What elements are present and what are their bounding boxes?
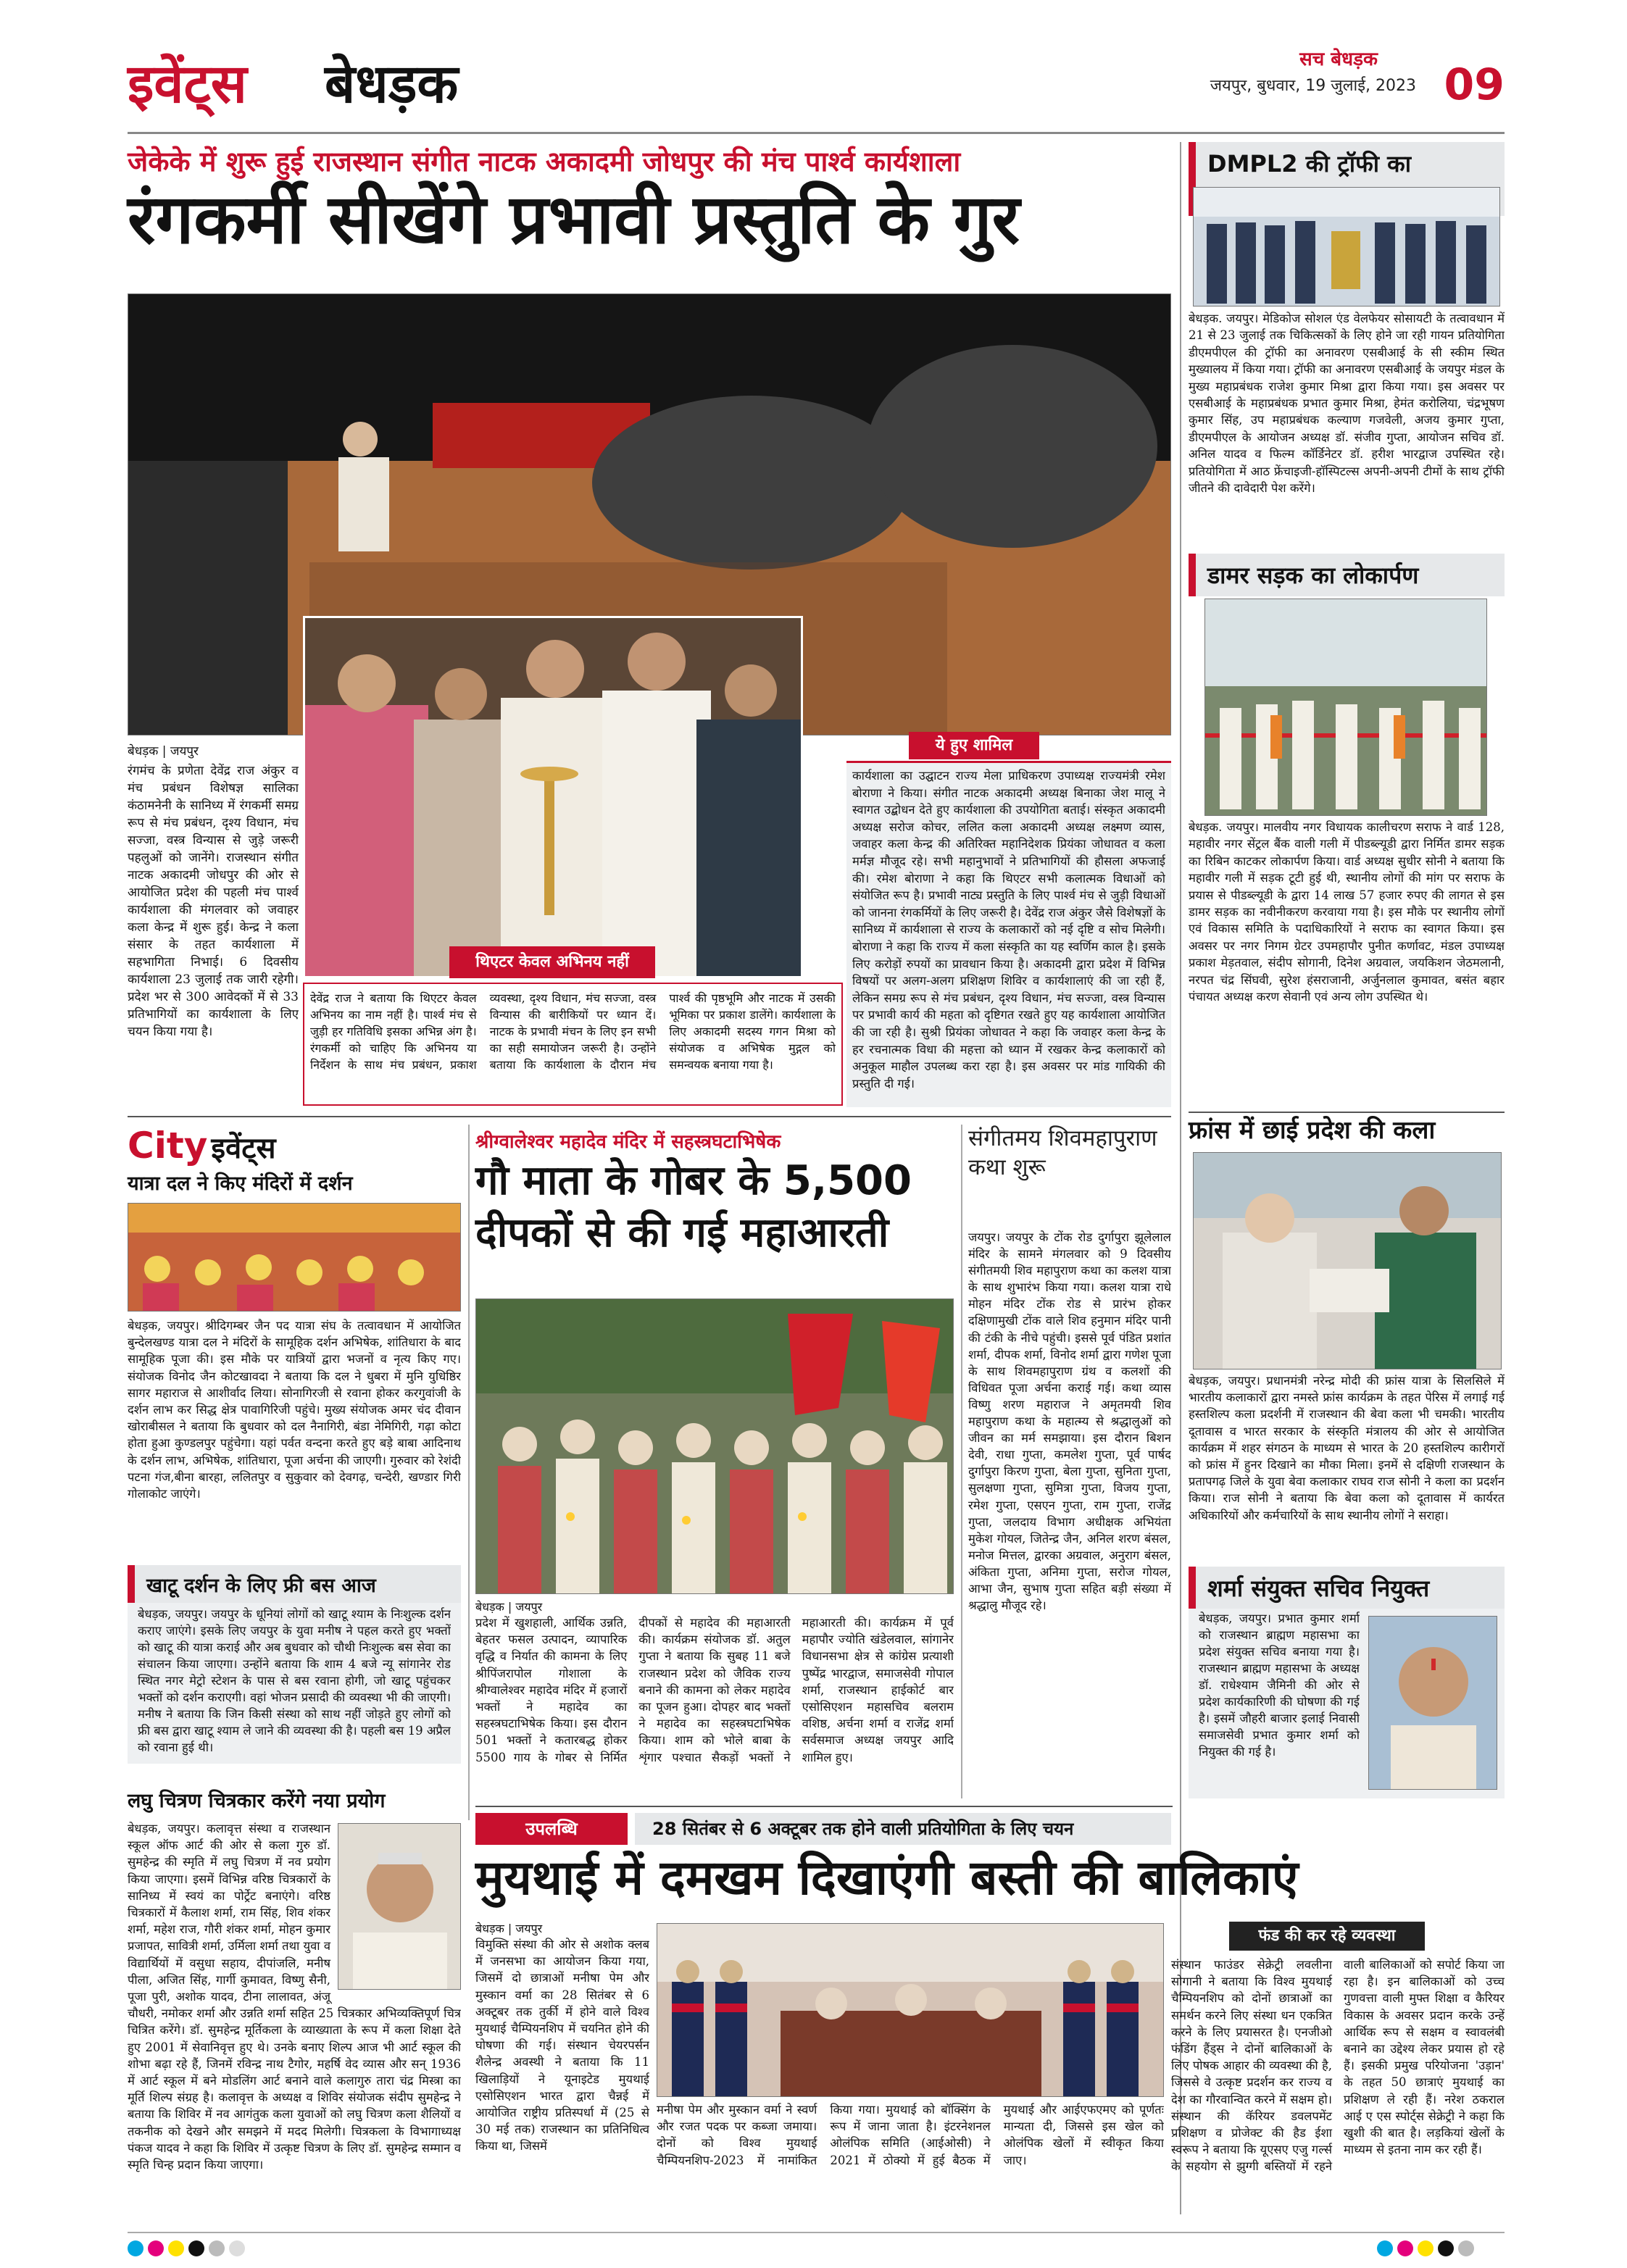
magenta-mark — [148, 2240, 164, 2256]
paper-name: सच बेधड़क — [1299, 49, 1378, 70]
france-head: फ्रांस में छाई प्रदेश की कला — [1189, 1116, 1436, 1145]
footer-rule — [128, 2232, 1505, 2233]
sidebar-box — [846, 761, 1171, 1107]
grey-mark-2 — [229, 2240, 245, 2256]
boxing-photo-art — [657, 1924, 1164, 2097]
cyan-mark — [128, 2240, 143, 2256]
damar-photo-art — [1205, 599, 1487, 816]
katha-body: जयपुर। जयपुर के टोंक रोड दुर्गापुरा झूलेलाल मंदिर के सामने मंगलवार को 9 दिवसीय संगीतमयी शिव महापुराण कथा का कलश यात्रा के साथ शुभारंभ किया गया। कलश यात्रा राधे मोहन मंदिर टोंक रोड से प्रारंभ होकर दक्षिणामुखी टोंक वाले शिव हनुमान मंदिर पानी की टंकी के नीचे पहुंची। इससे पूर्व पंडित प्रशांत शर्मा, दीपक शर्मा, विनोद शर्मा द्वारा गणेश पूजा के साथ शिवमहापुराण ग्रंथ व कलशों की विधिवत पूजा अर्चना कराई गई। कथा व्यास विष्णु शरण महाराज ने अमृतमयी शिव महापुराण कथा के महात्म्य से श्रद्धालुओं को जीवन का मर्म समझाया। इस दौरान बिशन देवी, राधा गुप्ता, कमलेश गुप्ता, पूर्व पार्षद दुर्गापुरा किरण गुप्ता, बेला गुप्ता, सुनिता गुप्ता, सुलक्षणा गुप्ता, सुमित्रा गुप्ता, विजय गुप्ता, रमेश गुप्ता, एसएन गुप्ता, राम गुप्ता, राजेंद्र गुप्ता, जलदाय विभाग अधीक्षक अभियंता मुकेश गोयल, जितेन्द्र जैन, अनिल शरण बंसल, मनोज मित्तल, द्वारका अग्रवाल, अनुराग बंसल, अंकिता गुप्ता, अनिमा गुप्ता, सरोज गोयल, आभा जैन, सुभाष गुप्ता सहित बड़ी संख्या में श्रद्धालु मौजूद रहे। — [968, 1230, 1171, 1613]
yatra-photo-art — [128, 1204, 461, 1312]
dmpl-photo — [1193, 187, 1500, 307]
page-number: 09 — [1444, 59, 1505, 110]
sharma-box — [1189, 1609, 1505, 1798]
grey-mark — [209, 2240, 225, 2256]
boxing-top-rule — [475, 1806, 1173, 1807]
caption-box — [303, 983, 843, 1106]
khatu-body: बेधड़क, जयपुर। जयपुर के धूनियां लोगों को खाटू श्याम के निःशुल्क दर्शन कराए जाएंगे। इसके लिए जयपुर के युवा मनीष ने पहल करते हुए भक्तों को खाटू की यात्रा कराई और अब बुधवार को चौथी निःशुल्क बस सेवा का संचालन किया जाएगा। उन्होंने बताया कि शाम 4 बजे न्यू सांगानेर रोड स्थित नगर मेट्रो स्टेशन के पास से बस रवाना होगी, जो खाटू पहुंचकर भक्तों को दर्शन कराएगी। वहां भोजन प्रसादी की व्यवस्था भी की जाएगी। मनीष ने बताया कि जिन किसी संस्था को साथ नहीं जोड़ते हुए लोगों को फ्री बस द्वारा खाटू श्याम ले जाने की व्यवस्था की है। पहली बस 19 अप्रैल को रवाना हुई थी। — [138, 1607, 451, 1754]
dmpl-photo-art — [1194, 188, 1500, 307]
mahadev-kicker: श्रीग्वालेश्वर महादेव मंदिर में सहस्त्रघटाभिषेक — [475, 1131, 781, 1153]
masthead-title-red: इवेंट्स — [128, 53, 247, 115]
dmpl-body: बेधड़क. जयपुर। मेडिकोज सोशल एंड वेलफेयर सोसायटी के तत्वावधान में 21 से 23 जुलाई तक चिकित्सकों के लिए होने जा रही गायन प्रतियोगिता डीएमपीएल की ट्रॉफी का अनावरण एसबीआई के सी स्कीम स्थित मुख्यालय में किया गया। ट्रॉफी का अनावरण एसबीआई के जयपुर मंडल के मुख्य महाप्रबंधक राजेश कुमार मिश्रा द्वारा किया गया। इस अवसर पर एसबीआई के महाप्रबंधक प्रभात कुमार मिश्रा, हेमंत करोलिया, चंद्रभूषण कुमार सिंह, उप महाप्रबंधक कल्याण गजवेली, अजय कुमार गुप्ता, डीएमपीएल के आयोजन अध्यक्ष डॉ. संजीव गुप्ता, आयोजन सचिव डॉ. अनिल यादव व फिल्म कॉर्डिनेटर डॉ. हरीश भारद्वाज उपस्थित रहे। प्रतियोगिता में आठ फ्रेंचाइजी-हॉस्पिटल्स अपनी-अपनी टीमों के साथ ट्रॉफी जीतने की दावेदारी पेश करेंगे। — [1189, 312, 1505, 496]
black-mark-r — [1438, 2240, 1454, 2256]
city-logo — [128, 1125, 345, 1168]
caption-body: देवेंद्र राज ने बताया कि थिएटर केवल अभिनय का नाम नहीं है। पार्श्व मंच से जुड़ी हर गतिविधि इसका अभिन्न अंग है। रंगकर्मी को चाहिए कि अभिनय या निर्देशन के साथ मंच प्रबंधन, प्रकाश व्यवस्था, दृश्य विधान, मंच सज्जा, वस्त्र विन्यास की बारीकियों पर ध्यान दें। नाटक के प्रभावी मंचन के लिए इन सभी का सही समायोजन जरूरी है। उन्होंने बताया कि कार्यशाला के दौरान मंच पार्श्व की पृष्ठभूमि और नाटक में उसकी भूमिका पर प्रकाश डालेंगे। कार्यशाला के लिए अकादमी सदस्य गगन मिश्रा को संयोजक व अभिषेक मुद्गल को समन्वयक बनाया गया है। — [310, 991, 836, 1072]
dateline: जयपुर, बुधवार, 19 जुलाई, 2023 — [1210, 77, 1416, 95]
yatra-photo — [128, 1203, 461, 1312]
top-headline: रंगकर्मी सीखेंगे प्रभावी प्रस्तुति के गुर — [128, 180, 1020, 259]
cyan-mark-r — [1377, 2240, 1393, 2256]
black-mark — [188, 2240, 204, 2256]
boxing-tag: उपलब्धि — [475, 1813, 628, 1845]
chitran-photo — [338, 1823, 461, 1990]
sidebar-body: कार्यशाला का उद्घाटन राज्य मेला प्राधिकरण उपाध्यक्ष राज्यमंत्री रमेश बोराणा ने किया। संगीत नाटक अकादमी अध्यक्ष बिनाका जेश मालू ने स्वागत उद्बोधन देते हुए कार्यशाला की उपयोगिता बताई। संस्कृत अकादमी अध्यक्ष सरोज कोचर, ललित कला अकादमी अध्यक्ष लक्ष्मण व्यास, जवाहर कला केन्द्र की अतिरिक्त महानिदेशक प्रियंका जोधावत व कला मर्मज्ञ मौजूद रहे। सभी महानुभावों ने प्रतिभागियों की हौसला अफजाई की। रमेश बोराणा ने कहा कि थिएटर सभी कलात्मक विधाओं को संयोजित रूप है। प्रभावी नाट्य प्रस्तुति के लिए पार्श्व मंच से जुड़ी विधाओं को जानना रंगकर्मियों के लिए जरूरी है। देवेंद्र राज अंकुर जैसे विशेषज्ञों के सानिध्य में कार्यशाला से राज्य के कलाकारों को नई दृष्टि व सोच मिलेगी। बोराणा ने कहा कि राज्य में कला संस्कृति का यह स्वर्णिम काल है। इसके लिए करोड़ों रुपयों का प्रावधान किया है। अकादमी द्वारा प्रदेश में विभिन्न विषयों पर अलग-अलग प्रशिक्षण शिविर व कार्यशालाएं की जा रही हैं, लेकिन समग्र रूप से मंच प्रबंधन, दृश्य विधान, मंच सज्जा, वस्त्र विन्यास पर प्रभावी कार्य की महता को दृष्टिगत रखते हुए यह कार्यशाला आयोजित की जा रही है। सुश्री प्रियंका जोधावत ने कहा कि जवाहर कला केन्द्र के हर रचनात्मक विधा की महत्ता को ध्यान में रखकर केन्द्र कलाकारों को अनुकूल माहौल उपलब्ध करा रहा है। इस अवसर पर मांड गायिकी की प्रस्तुति दी गई। — [852, 769, 1165, 1091]
yatra-body: बेधड़क, जयपुर। श्रीदिगम्बर जैन पद यात्रा संघ के तत्वावधान में आयोजित बुन्देलखण्ड यात्रा दल ने मंदिरों के सामूहिक दर्शन अभिषेक, शांतिधारा के बाद सामूहिक पूजा की। इस मौके पर यात्रियों द्वारा भजनों व नृत्य किए गए। संयोजक विनोद जैन कोटखावदा ने बताया कि दल ने धुबरा में मुनि युधिष्ठिर सागर महाराज से आशीर्वाद लिया। सोनागिरजी से रवाना होकर करगुवांजी के दर्शन लाभ कर सिद्ध क्षेत्र पावागिरिजी पहुंचे। मुख्य संयोजक अमर चंद दीवान खोराबीसल ने बताया कि बुधवार को दल नैनागिरी, बंडा नेमिगिरी, गढ़ा कोटा होता हुआ कुण्डलपुर पहुंचेगा। यहां पर्वत वन्दना करते हुए बड़े बाबा आदिनाथ के दर्शन लाभ, अभिषेक, शांतिधारा, पूजा अर्चना की जाएगी। गुरुवार को रेशंदी पटना गंज,बीना बारहा, ललितपुर व सुकुवार को देवगढ़, चन्देरी, खण्डार गिरी गोलाकोट जाएंगे। — [128, 1319, 461, 1501]
yellow-mark-r — [1418, 2240, 1433, 2256]
lamp-lighting-photo — [303, 616, 803, 978]
boxing-photo — [657, 1923, 1164, 2097]
sharma-body: बेधड़क, जयपुर। प्रभात कुमार शर्मा को राजस्थान ब्राह्मण महासभा का प्रदेश संयुक्त सचिव बनाया गया है। राजस्थान ब्राह्मण महासभा के अध्यक्ष डॉ. राधेश्याम जैमिनी की ओर से प्रदेश कार्यकारिणी की घोषणा की गई है। इसमें जौहरी बाजार इलाई निवासी समाजसेवी प्रभात कुमार शर्मा को नियुक्त की गई है। — [1199, 1612, 1360, 1759]
masthead-title-black: बेधड़क — [325, 53, 459, 115]
france-body: बेधड़क, जयपुर। प्रधानमंत्री नरेन्द्र मोदी की फ्रांस यात्रा के सिलसिले में भारतीय कलाकारों द्वारा नमस्ते फ्रांस कार्यक्रम के तहत पेरिस में लगाई गई हस्तशिल्प कला प्रदर्शनी में राजस्थान की बेवा कला भी चमकी। भारतीय दूतावास व भारत सरकार के संस्कृति मंत्रालय की ओर से आयोजित कार्यक्रम में शहर संगठन के माध्यम से भारत के 20 हस्तशिल्प कारीगरों को फ्रांस में हुनर दिखाने का मौका मिला। इनमें से दक्षिणी राजस्थान के प्रतापगढ़ जिले के युवा बेवा कलाकार राघव राज सोनी ने कला का प्रदर्शन किया। राज सोनी ने बताया कि बेवा कला को दूतावास में कार्यरत अधिकारियों और कर्मचारियों के साथ स्थानीय लोगों ने सराहा। — [1189, 1374, 1505, 1522]
masthead — [128, 45, 1505, 117]
top-byline: बेधड़क | जयपुर — [128, 744, 199, 759]
boxing-sub: 28 सितंबर से 6 अक्टूबर तक होने वाली प्रतियोगिता के लिए चयन — [635, 1813, 1171, 1845]
katha-rule — [961, 1125, 962, 1798]
damar-body: बेधड़क. जयपुर। मालवीय नगर विधायक कालीचरण सराफ ने वार्ड 128, महावीर नगर सेंट्रल बैंक वाली गली में पीडब्ल्यूडी द्वारा निर्मित डामर सड़क का रिबिन काटकर लोकार्पण किया। वार्ड अध्यक्ष सुधीर सोनी ने बताया कि महावीर गली में सड़क टूटी हुई थी, स्थानीय लोगों की मांग पर सराफ के प्रयास से पीडब्ल्यूडी के द्वारा 14 लाख 57 हजार रुपए की लागत से इस डामर सड़क का नवीनीकरण करवाया गया है। इस मौके पर स्थानीय लोगों एवं विकास समिति के पदाधिकारियों ने सराफ का स्वागत किया। इस अवसर पर नगर निगम ग्रेटर उपमहापौर पुनीत कर्णावट, मंडल उपाध्यक्ष प्रकाश मेड़तवाल, संदीप सोगानी, दिनेश अग्रवाल, जयकिशन जेठमलानी, नरपत चंद्र सिंघवी, सुरेश हंसराजानी, अर्जुनलाल कुमावत, बसंत बहार पंचायत अध्यक्ष करण सेवानी एवं अन्य लोग उपस्थित थे। — [1189, 820, 1505, 1004]
top-body-left: रंगमंच के प्रणेता देवेंद्र राज अंकुर व मंच प्रबंधन विशेषज्ञ सालिका कंठामनेनी के सानिध्य में रंगकर्मी समग्र रूप से मंच प्रबंधन, दृश्य विधान, मंच सज्जा, वस्त्र विन्यास से जुड़े जरूरी पहलुओं को जानेंगे। राजस्थान संगीत नाटक अकादमी जोधपुर की ओर से आयोजित प्रदेश की पहली मंच पार्श्व कार्यशाला की मंगलवार को जवाहर कला केन्द्र में शुरू हुई। केन्द्र ने कला संसार के तहत कार्यशाला में सहभागिता निभाई। 6 दिवसीय कार्यशाला 23 जुलाई तक जारी रहेगी। प्रदेश भर से 300 आवेदकों में से 33 प्रतिभागियों का कार्यशाला के लिए चयन किया गया है। — [128, 764, 299, 1039]
top-kicker: जेकेके में शुरू हुई राजस्थान संगीत नाटक अकादमी जोधपुर की मंच पार्श्व कार्यशाला — [128, 146, 961, 178]
mahadev-byline: बेधड़क | जयपुर — [475, 1600, 543, 1614]
katha-headline: संगीतमय शिवमहापुराण कथा शुरू — [968, 1125, 1157, 1180]
city-logo-red: City — [128, 1125, 208, 1167]
sharma-head: शर्मा संयुक्त सचिव नियुक्त — [1189, 1567, 1505, 1609]
damar-photo — [1204, 599, 1487, 816]
city-rule — [468, 1125, 470, 1820]
chitran-body-top — [128, 1820, 461, 2214]
mahadev-headline: गौ माता के गोबर के 5,500 दीपकों से की गई महाआरती — [475, 1157, 912, 1256]
yellow-mark — [168, 2240, 184, 2256]
france-photo-art — [1194, 1153, 1502, 1369]
registration-marks-left — [128, 2240, 249, 2259]
lamp-lighting-art — [305, 618, 803, 978]
boxing-body-left: विमुक्ति संस्था की ओर से अशोक क्लब में जनसभा का आयोजन किया गया, जिसमें दो छात्राओं मनीषा पेम और मुस्कान वर्मा का 28 सितंबर से 6 अक्टूबर तक तुर्की में होने वाले विश्व मुयथाई चैम्पियनशिप में चयनित होने की घोषणा की गई। संस्थान चेयरपर्सन शैलेन्द्र अवस्थी ने बताया कि 11 खिलाड़ियों ने यूनाइटेड मुयथाई एसोसिएशन भारत द्वारा चैन्नई में आयोजित राष्ट्रीय प्रतिस्पर्धा में (25 से 30 मई तक) राजस्थान का प्रतिनिधित्व किया था, जिसमें — [475, 1938, 649, 2154]
registration-marks-right — [1377, 2240, 1478, 2259]
damar-head: डामर सड़क का लोकार्पण — [1189, 554, 1505, 596]
masthead-rule — [128, 132, 1505, 134]
grey-mark-r — [1458, 2240, 1474, 2256]
dmpl-head: DMPL2 की ट्रॉफी का — [1189, 142, 1505, 216]
khatu-head: खाटू दर्शन के लिए फ्री बस आज — [128, 1565, 461, 1604]
chitran-photo-art — [338, 1824, 461, 1990]
boxing-byline: बेधड़क | जयपुर — [475, 1922, 543, 1935]
caption-tag: थिएटर केवल अभिनय नहीं — [449, 946, 655, 978]
sharma-photo-art — [1369, 1617, 1497, 1790]
fund-tag: फंड की कर रहे व्यवस्था — [1229, 1922, 1425, 1951]
boxing-headline: मुयथाई में दमखम दिखाएंगी बस्ती की बालिकाएं — [475, 1850, 1299, 1906]
mahadev-photo-art — [476, 1299, 954, 1594]
mid-rule — [128, 1116, 1171, 1117]
right-rule-1 — [1189, 1112, 1505, 1113]
magenta-mark-r — [1397, 2240, 1413, 2256]
chitran-head: लघु चित्रण चित्रकार करेंगे नया प्रयोग — [128, 1790, 386, 1812]
boxing-body-right: संस्थान फाउंडर सेक्रेट्री लवलीना सोगानी ने बताया कि विश्व मुयथाई चैम्पियनशिप को दोनों छात्राओं का समर्थन करने लिए संस्था धन एकत्रित करने के लिए प्रयासरत है। एनजीओ फंडिंग हैंड्स ने दोनों बालिकाओं के लिए पोषक आहार की व्यवस्था की है, जिससे वे उत्कृष्ट प्रदर्शन कर राज्य व देश का गौरवान्वित करने में सक्षम हो। संस्थान की कॅरियर डवलपमेंट प्रशिक्षण व प्रोजेक्ट की हैड ईशा स्वरूप ने बताया कि यूएसए एजु गर्ल्स के सहयोग से झुग्गी बस्तियों में रहने वाली बालिकाओं को सपोर्ट किया जा रहा है। इन बालिकाओं को उच्च गुणवत्ता वाली मुफ्त शिक्षा व कैरियर विकास के अवसर प्रदान करके उन्हें आर्थिक रूप से सक्षम व स्वावलंबी बनाने का उद्देश्य लेकर प्रयास हो रहे हैं। इसकी प्रमुख परियोजना 'उड़ान' के तहत 50 छात्राएं मुयथाई का प्रशिक्षण ले रही हैं। नरेश ठकराल आई ए एस स्पोर्ट्स सेक्रेट्री ने कहा कि खुशी की बात है। लड़कियां खेलों के माध्यम से इतना नाम कर रही हैं। — [1171, 1958, 1505, 2174]
mahadev-body: प्रदेश में खुशहाली, आर्थिक उन्नति, बेहतर फसल उत्पादन, व्यापारिक वृद्धि व निर्यात की कामना के लिए श्रीपिंजरापोल गोशाला के श्रीग्वालेश्वर महादेव मंदिर में हजारों भक्तों ने महादेव का सहस्त्रघटाभिषेक किया। इस दौरान 501 भक्तों ने कतारबद्ध होकर 5500 गाय के गोबर से निर्मित दीपकों से महादेव की महाआरती की। कार्यक्रम संयोजक डॉ. अतुल गुप्ता ने बताया कि सुबह 11 बजे राजस्थान प्रदेश को जैविक राज्य बनाने की कामना को लेकर महादेव का पूजन हुआ। दोपहर बाद भक्तों ने महादेव का सहस्त्रघटाभिषेक किया। शाम को भोले बाबा के शृंगार पश्चात सैकड़ों भक्तों ने महाआरती की। कार्यक्रम में पूर्व महापौर ज्योति खंडेलवाल, सांगानेर विधानसभा क्षेत्र से कांग्रेस प्रत्याशी पुष्पेंद्र भारद्वाज, समाजसेवी गोपाल शर्मा, राजस्थान हाईकोर्ट बार एसोसिएशन महासचिव बलराम वशिष्ठ, अर्चना शर्मा व राजेंद्र शर्मा सर्वसमाज अध्यक्ष जयपुर आदि शामिल हुए। — [475, 1616, 954, 1764]
chitran-body: बेधड़क, जयपुर। कलावृत्त संस्था व राजस्थान स्कूल ऑफ आर्ट की ओर से कला गुरु डॉ. सुमहेन्द्र की स्मृति में लघु चित्रण में नव प्रयोग किया जाएगा। इसमें विभिन्न वरिष्ठ चित्रकारों के सानिध्य में स्वयं का पोर्ट्रेट बनाएंगे। वरिष्ठ चित्रकारों में कैलाश शर्मा, राम सिंह, शिव शंकर शर्मा, महेश राज, गौरी शंकर शर्मा, मोहन कुमार प्रजापत, सावित्री शर्मा, उर्मिला शर्मा तथा युवा व विद्यार्थियों में वसुधा सहाय, दीपांजलि, मनीष पीला, अजित सिंह, गार्गी कुमावत, विष्णु सैनी, पूजा पुरी, अशोक यादव, टीना लालावत, अंजू चौधरी, नमोकर शर्मा और उन्नति शर्मा सहित 25 चित्रकार अभिव्यक्तिपूर्ण चित्र चित्रित करेंगे। डॉ. सुमहेन्द्र मूर्तिकला के व्याख्याता के रूप में कला शिक्षा देते हुए 2001 में सेवानिवृत्त हुए थे। उनके बनाए शिल्प आज भी आर्ट स्कूल की शोभा बढ़ा रहे हैं, जिनमें रविन्द्र नाथ टैगोर, महर्षि वेद व्यास और सन् 1936 में आर्ट स्कूल में बने मोडलिंग आर्ट बनाने वाले कलागुरु तारा चंद्र मिस्त्रा का मूर्ति शिल्प संग्रह है। कलावृत्त के अध्यक्ष व शिविर संयोजक संदीप सुमहेन्द्र ने बताया कि शिविर में नव आगंतुक कला युवाओं को लघु चित्रण कला शैलियों व तकनीक को देखने और समझने में मदद मिलेगी। चित्रकला के विभागाध्यक्ष पंकज यादव ने कहा कि शिविर में उत्कृष्ट चित्रण के लिए डॉ. सुमहेन्द्र सम्मान व स्मृति चिन्ह प्रदान किया जाएगा। — [128, 1822, 461, 2172]
sharma-photo — [1368, 1616, 1497, 1790]
city-logo-black: इवेंट्स — [211, 1132, 276, 1165]
mahadev-photo — [475, 1298, 954, 1594]
boxing-body-below: मनीषा पेम और मुस्कान वर्मा ने स्वर्ण और रजत पदक पर कब्जा जमाया। दोनों को विश्व मुयथाई चैम्पियनशिप-2023 में नामांकित किया गया। मुयथाई को बॉक्सिंग के रूप में जाना जाता है। इंटरनेशनल ओलंपिक समिति (आईओसी) ने 2021 में ठोक्यो में हुई बैठक में मुयथाई और आईएफएमए को पूर्णतः मान्यता दी, जिससे इस खेल को ओलंपिक खेलों में स्वीकृत किया जाए। — [657, 2103, 1164, 2167]
khatu-box — [128, 1603, 461, 1764]
sidebar-tag: ये हुए शामिल — [909, 732, 1039, 759]
yatra-head: यात्रा दल ने किए मंदिरों में दर्शन — [128, 1172, 353, 1195]
france-photo — [1193, 1152, 1502, 1369]
